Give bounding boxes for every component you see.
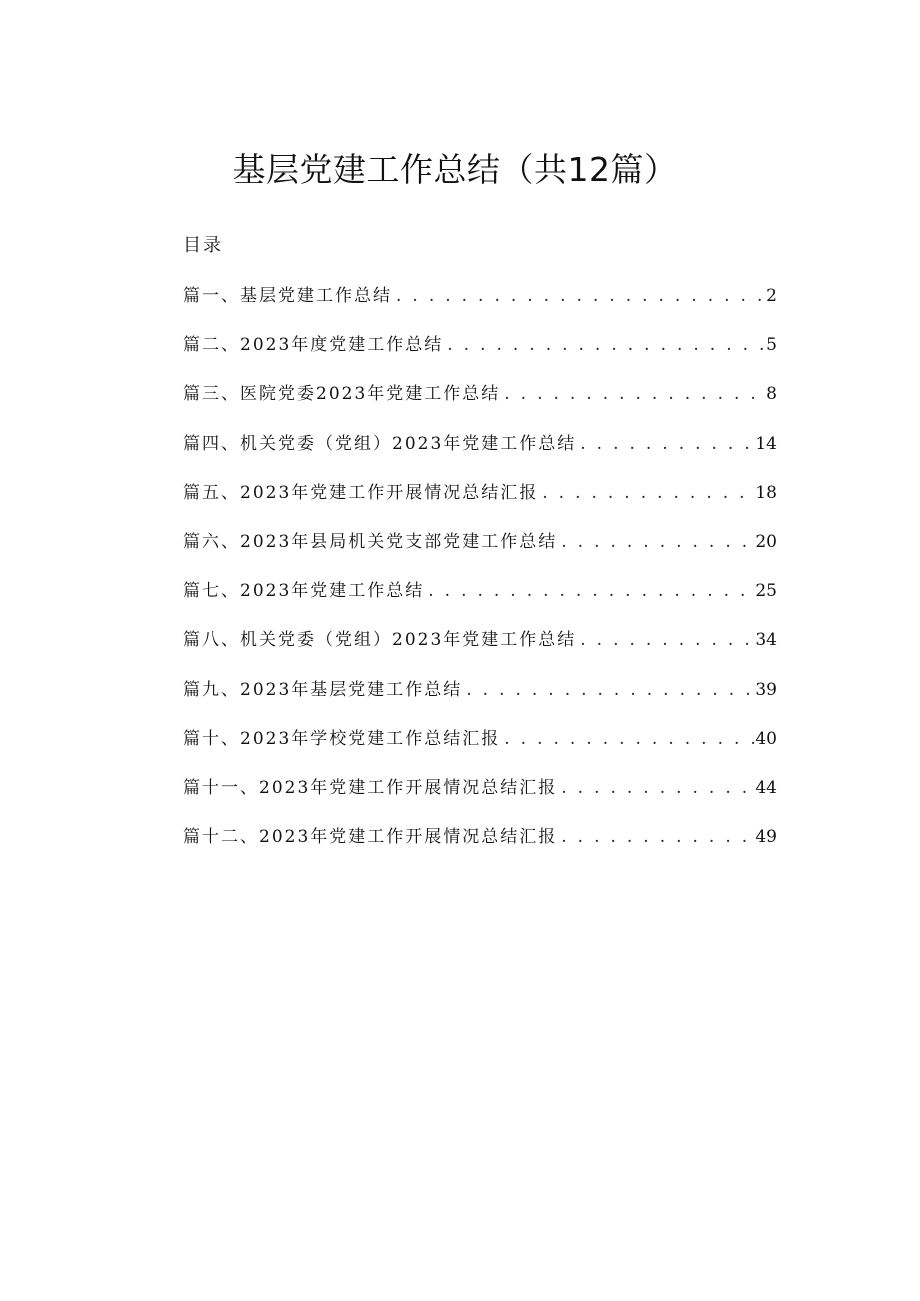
toc-leader-dots	[500, 381, 766, 407]
toc-leader-dots	[557, 824, 755, 850]
document-title: 基层党建工作总结（共12篇）	[232, 150, 678, 189]
toc-leader-dots	[557, 529, 755, 555]
toc-entry-12[interactable]	[183, 824, 777, 873]
toc-entry-title: 篇五、2023年党建工作开展情况总结汇报	[183, 482, 539, 503]
toc-entry-6[interactable]	[183, 529, 777, 578]
toc-entry-7[interactable]	[183, 578, 777, 627]
toc-entry-5[interactable]	[183, 480, 777, 529]
toc-page-number: 20	[755, 531, 777, 552]
toc-entry-2[interactable]	[183, 332, 777, 381]
toc-entry-3[interactable]	[183, 381, 777, 430]
toc-entry-8[interactable]	[183, 627, 777, 676]
toc-page-number: 34	[755, 630, 777, 651]
toc-entry-1[interactable]	[183, 283, 777, 332]
toc-entry-title: 篇四、机关党委（党组）2023年党建工作总结	[183, 433, 577, 454]
toc-page-number: 49	[755, 827, 777, 848]
toc-page-number: 40	[755, 728, 777, 749]
toc-entry-title: 篇九、2023年基层党建工作总结	[183, 679, 463, 700]
toc-entry-10[interactable]	[183, 726, 777, 775]
toc-leader-dots	[557, 775, 755, 801]
toc-leader-dots	[576, 431, 755, 457]
toc-entry-title: 篇十二、2023年党建工作开展情况总结汇报	[183, 827, 558, 848]
toc-leader-dots	[392, 283, 766, 309]
toc-page-number: 8	[766, 384, 777, 405]
toc-entry-title: 篇三、医院党委2023年党建工作总结	[183, 384, 501, 405]
toc-heading: 目录	[183, 235, 223, 256]
toc-page-number: 18	[755, 482, 777, 503]
toc-entry-title: 篇二、2023年度党建工作总结	[183, 335, 444, 356]
toc-entry-9[interactable]	[183, 677, 777, 726]
toc-entry-title: 篇十、2023年学校党建工作总结汇报	[183, 728, 501, 749]
toc-leader-dots	[538, 480, 755, 506]
toc-page-number: 25	[755, 581, 777, 602]
toc-page-number: 39	[755, 679, 777, 700]
toc-page-number: 2	[766, 286, 777, 306]
toc-page-number: 44	[755, 777, 777, 798]
toc-page-number: 14	[755, 433, 777, 454]
table-of-contents	[183, 283, 777, 873]
toc-entry-4[interactable]	[183, 431, 777, 480]
toc-entry-title: 篇一、基层党建工作总结	[183, 286, 392, 306]
toc-entry-11[interactable]	[183, 775, 777, 824]
toc-entry-title: 篇八、机关党委（党组）2023年党建工作总结	[183, 630, 577, 651]
toc-leader-dots	[500, 726, 755, 752]
toc-leader-dots	[462, 677, 755, 703]
toc-entry-title: 篇十一、2023年党建工作开展情况总结汇报	[183, 777, 558, 798]
toc-entry-title: 篇七、2023年党建工作总结	[183, 581, 425, 602]
toc-page-number: 5	[766, 335, 777, 356]
toc-leader-dots	[424, 578, 755, 604]
toc-entry-title: 篇六、2023年县局机关党支部党建工作总结	[183, 531, 558, 552]
toc-leader-dots	[443, 332, 766, 358]
toc-leader-dots	[576, 627, 755, 653]
